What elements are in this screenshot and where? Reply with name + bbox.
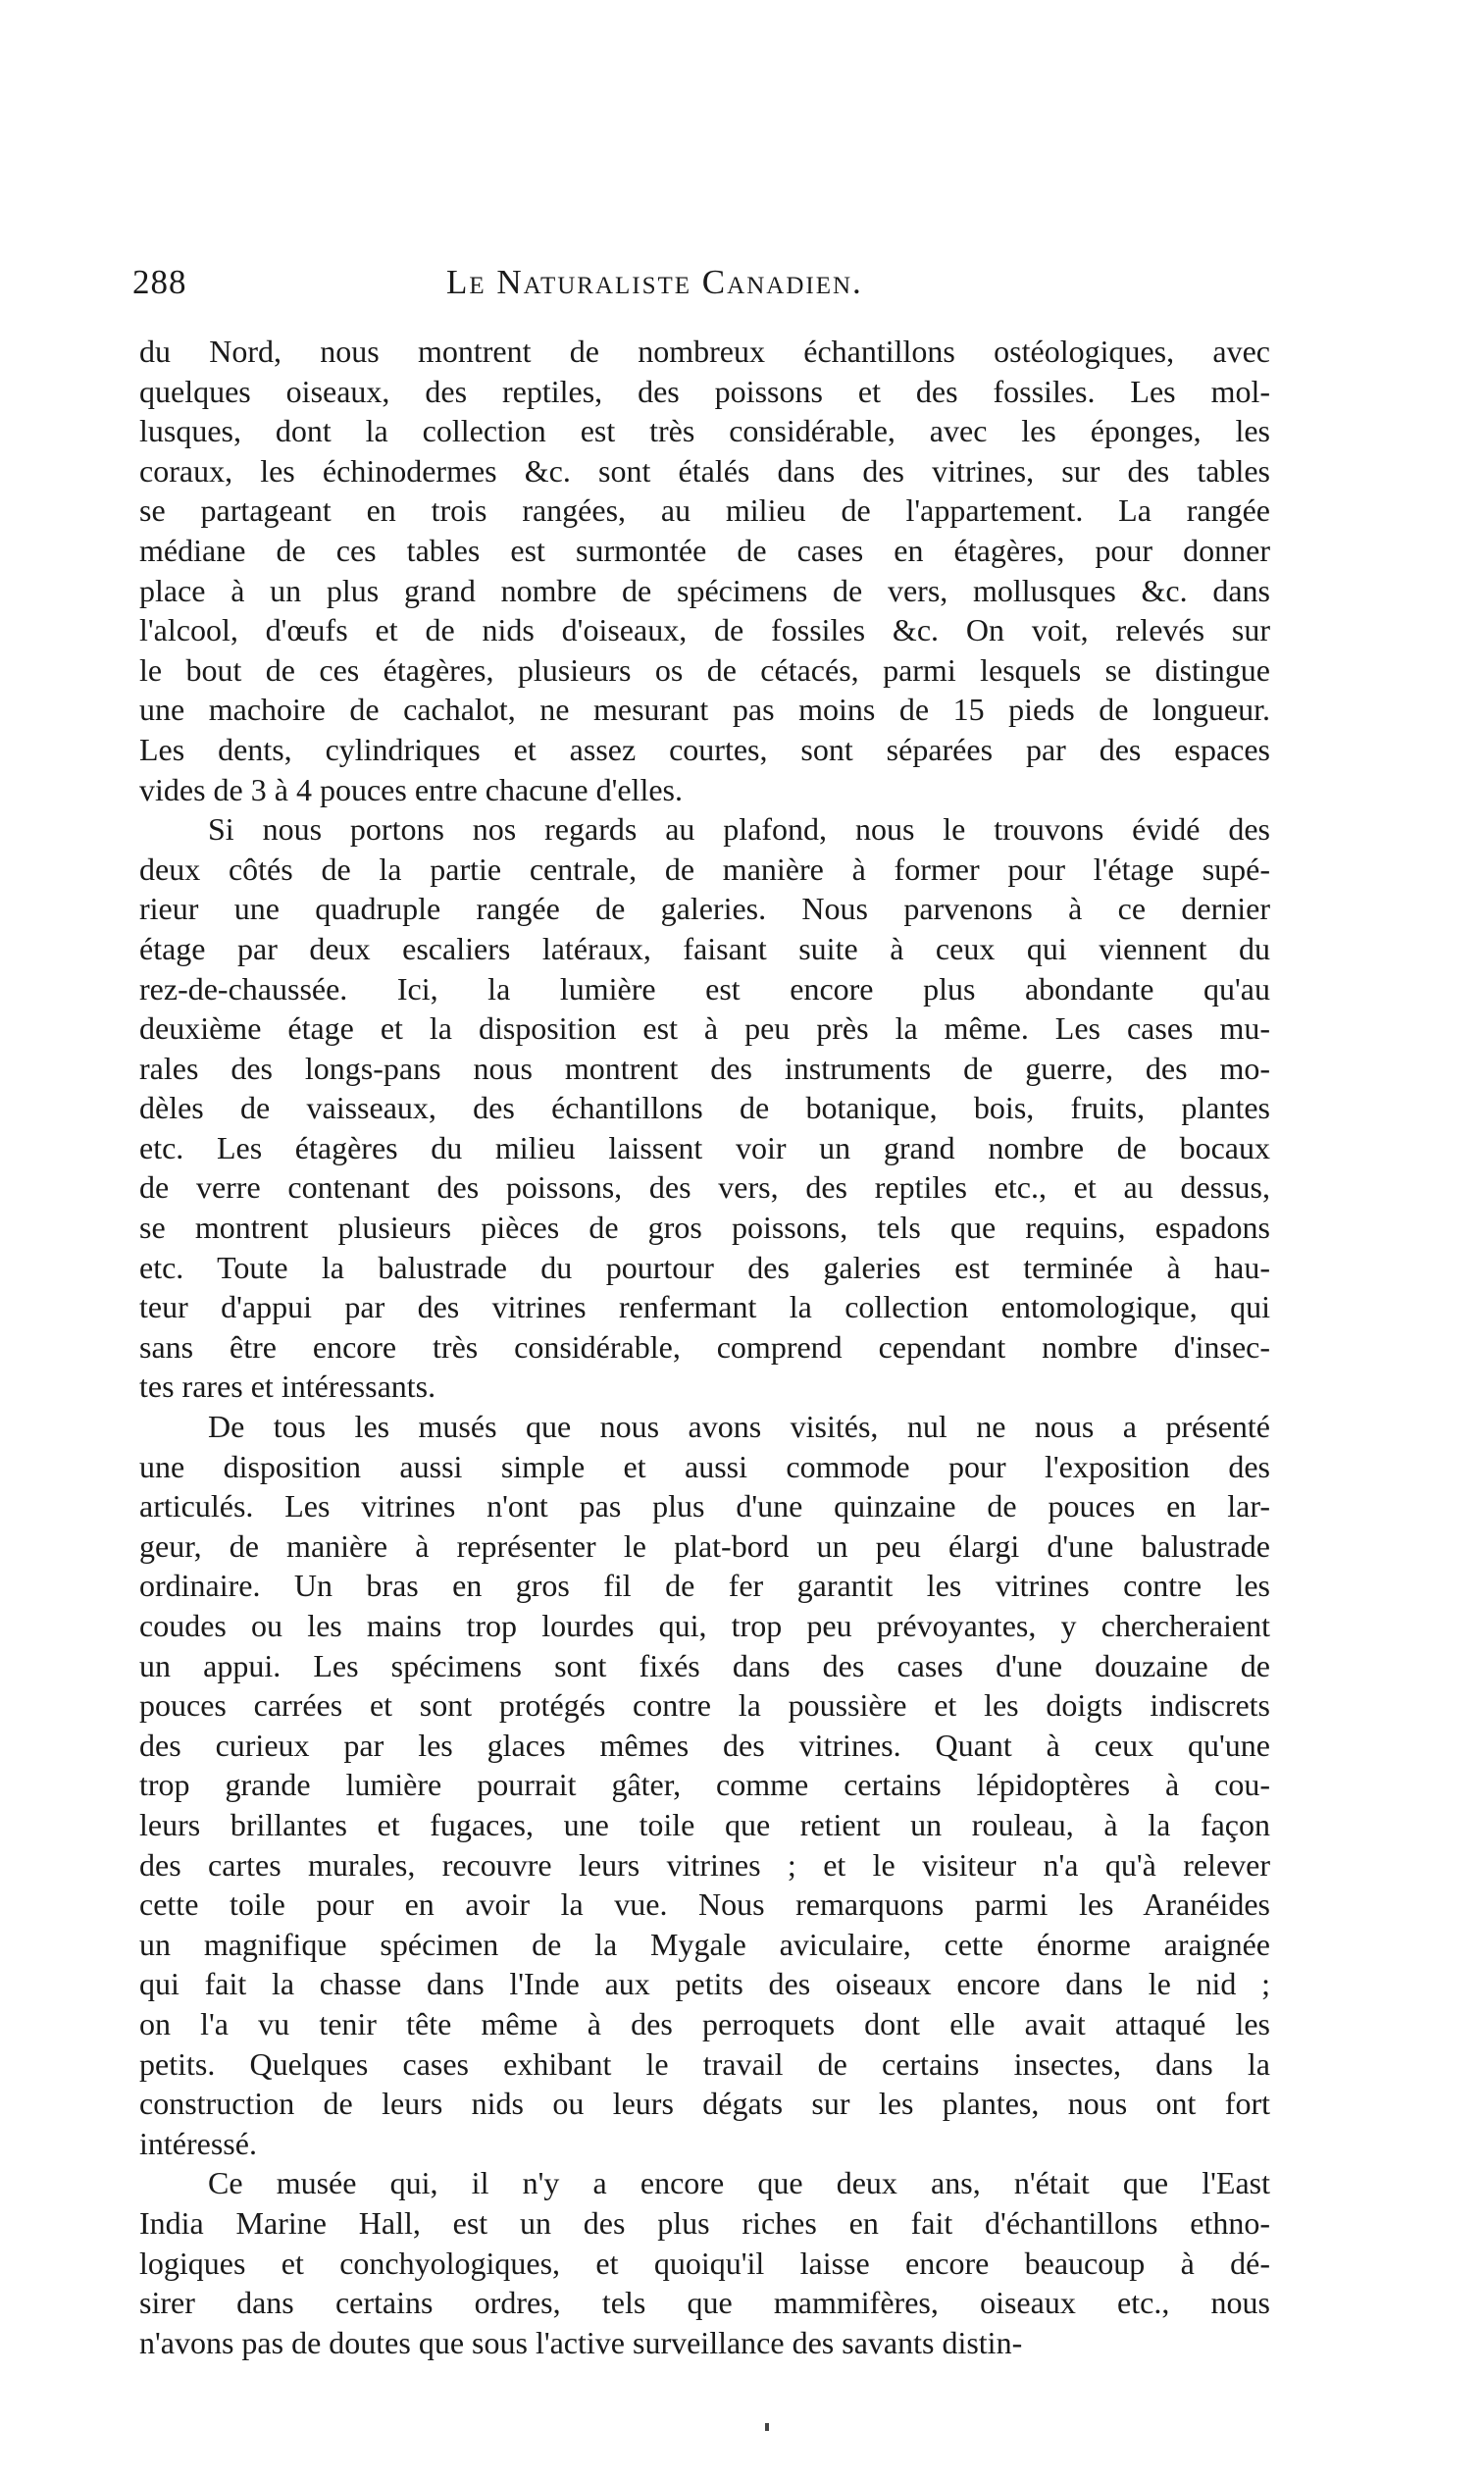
text-line: tes rares et intéressants. [139,1369,436,1405]
text-line: du Nord, nous montrent de nombreux échantillons ostéologiques, avec [139,334,1270,369]
paragraph [139,809,1270,1407]
text-line: deux côtés de la partie centrale, de manière à former pour l'étage supé- [139,851,1270,887]
text-line: construction de leurs nids ou leurs dégats sur les plantes, nous ont fort [139,2086,1270,2122]
text-line: De tous les musés que nous avons visités, nul ne nous a présenté [208,1409,1270,1445]
text-line: qui fait la chasse dans l'Inde aux petits des oiseaux encore dans le nid ; [139,1966,1270,2002]
text-line: pouces carrées et sont protégés contre la poussière et les doigts indiscrets [139,1687,1270,1724]
text-line: Si nous portons nos regards au plafond, nous le trouvons évidé des [208,811,1270,848]
text-line: un appui. Les spécimens sont fixés dans des cases d'une douzaine de [139,1647,1270,1683]
text-line: le bout de ces étagères, plusieurs os de cétacés, parmi lesquels se distingue [139,651,1270,688]
text-line: l'alcool, d'œufs et de nids d'oiseaux, de fossiles &c. On voit, relevés sur [139,612,1270,648]
text-line: geur, de manière à représenter le plat-bord un peu élargi d'une balustrade [139,1527,1270,1564]
text-line: trop grande lumière pourrait gâter, comme certains lépidoptères à cou- [139,1767,1270,1803]
journal-title: Le Naturaliste Canadien. [446,263,863,301]
text-line: une disposition aussi simple et aussi commode pour l'exposition des [139,1448,1270,1484]
text-line: un magnifique spécimen de la Mygale aviculaire, cette énorme araignée [139,1926,1270,1962]
text-line: de verre contenant des poissons, des vers, des reptiles etc., et au dessus, [139,1169,1270,1206]
text-line: teur d'appui par des vitrines renfermant la collection entomologique, qui [139,1289,1270,1325]
text-line: des curieux par les glaces mêmes des vitrines. Quant à ceux qu'une [139,1727,1270,1763]
text-line: quelques oiseaux, des reptiles, des poissons et des fossiles. Les mol- [139,373,1270,409]
body-text [139,332,1270,2362]
text-line: rez-de-chaussée. Ici, la lumière est encore plus abondante qu'au [139,970,1270,1007]
text-line: intéressé. [139,2125,257,2161]
text-line: on l'a vu tenir tête même à des perroquets dont elle avait attaqué les [139,2005,1270,2041]
text-line: dèles de vaisseaux, des échantillons de botanique, bois, fruits, plantes [139,1090,1270,1126]
page-number: 288 [132,263,187,301]
text-line: Ce musée qui, il n'y a encore que deux ans, n'était que l'East [208,2165,1270,2201]
text-line: étage par deux escaliers latéraux, faisant suite à ceux qui viennent du [139,930,1270,966]
text-line: Les dents, cylindriques et assez courtes, sont séparées par des espaces [139,731,1270,767]
text-line: se partageant en trois rangées, au milieu de l'appartement. La rangée [139,492,1270,529]
text-line: sans être encore très considérable, comprend cependant nombre d'insec- [139,1328,1270,1365]
paragraph [139,1407,1270,2163]
text-line: des cartes murales, recouvre leurs vitrines ; et le visiteur n'a qu'à relever [139,1846,1270,1883]
text-line: etc. Les étagères du milieu laissent voir un grand nombre de bocaux [139,1129,1270,1165]
text-line: vides de 3 à 4 pouces entre chacune d'elles. [139,771,683,807]
paragraph [139,332,1270,809]
text-line: cette toile pour en avoir la vue. Nous remarquons parmi les Aranéides [139,1886,1270,1923]
text-line: coraux, les échinodermes &c. sont étalés dans des vitrines, sur des tables [139,452,1270,489]
text-line: se montrent plusieurs pièces de gros poissons, tels que requins, espadons [139,1210,1270,1246]
text-line: petits. Quelques cases exhibant le travail de certains insectes, dans la [139,2045,1270,2082]
running-head [132,263,1275,312]
text-line: une machoire de cachalot, ne mesurant pas moins de 15 pieds de longueur. [139,692,1270,728]
paragraph [139,2163,1270,2362]
text-line: articulés. Les vitrines n'ont pas plus d'une quinzaine de pouces en lar- [139,1488,1270,1524]
text-line: ordinaire. Un bras en gros fil de fer garantit les vitrines contre les [139,1568,1270,1604]
text-line: logiques et conchyologiques, et quoiqu'il laisse encore beaucoup à dé- [139,2245,1270,2281]
text-line: etc. Toute la balustrade du pourtour des galeries est terminée à hau- [139,1249,1270,1285]
text-line: médiane de ces tables est surmontée de cases en étagères, pour donner [139,532,1270,568]
text-line: coudes ou les mains trop lourdes qui, trop peu prévoyantes, y chercheraient [139,1608,1270,1643]
text-line: rieur une quadruple rangée de galeries. Nous parvenons à ce dernier [139,891,1270,927]
text-line: rales des longs-pans nous montrent des instruments de guerre, des mo- [139,1050,1270,1086]
text-line: n'avons pas de doutes que sous l'active surveillance des savants distin- [139,2324,1023,2360]
text-line: deuxième étage et la disposition est à peu près la même. Les cases mu- [139,1010,1270,1047]
text-line: sirer dans certains ordres, tels que mammifères, oiseaux etc., nous [139,2285,1270,2321]
text-line: place à un plus grand nombre de spécimens de vers, mollusques &c. dans [139,572,1270,608]
text-line: leurs brillantes et fugaces, une toile que retient un rouleau, à la façon [139,1806,1270,1842]
text-line: India Marine Hall, est un des plus riches en fait d'échantillons ethno- [139,2204,1270,2241]
text-line: lusques, dont la collection est très considérable, avec les éponges, les [139,413,1270,449]
ink-speck [765,2423,769,2431]
